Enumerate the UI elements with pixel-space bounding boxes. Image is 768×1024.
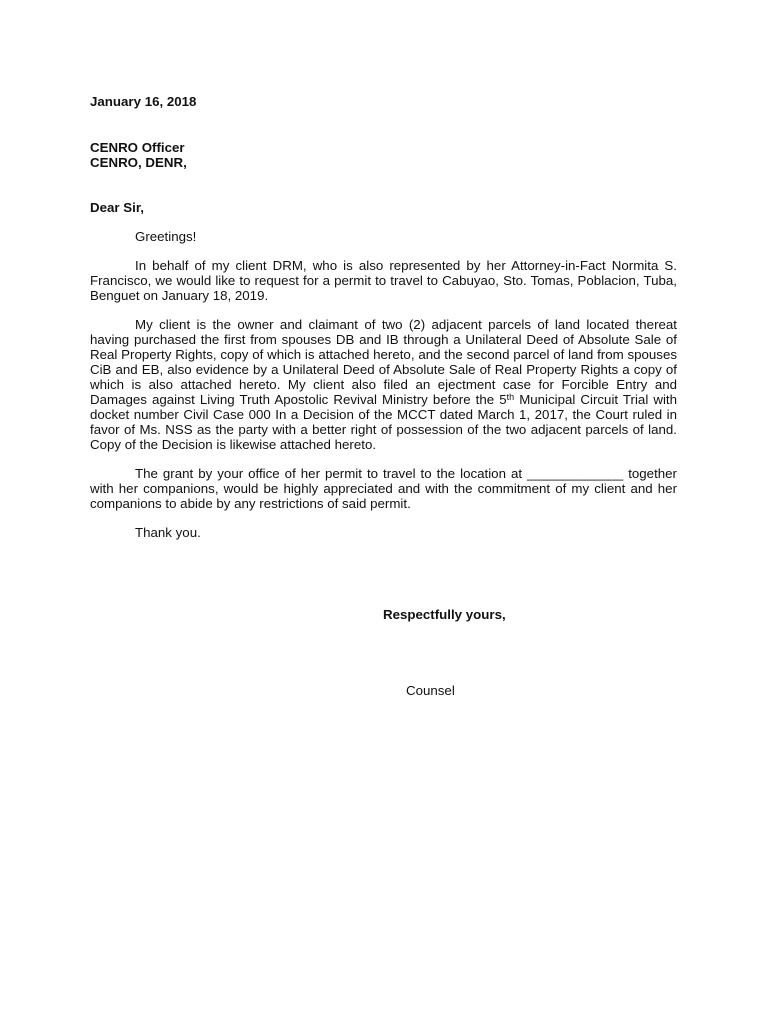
paragraph-ownership bbox=[90, 317, 677, 452]
recipient-block bbox=[90, 140, 677, 170]
thank-you-line: Thank you. bbox=[135, 525, 201, 540]
letter-body bbox=[90, 94, 677, 540]
letter-date: January 16, 2018 bbox=[90, 94, 197, 109]
signature-line: Counsel bbox=[406, 683, 455, 698]
paragraph-grant: The grant by your office of her permit to travel to the location at _____________ together with her companions, would be highly appreciated and with the commitment of my client and her companions to abide by any restrictions of said permit. bbox=[90, 466, 677, 511]
greeting: Greetings! bbox=[135, 229, 197, 244]
salutation: Dear Sir, bbox=[90, 200, 144, 215]
paragraph-ownership-text-end: Municipal Circuit Trial with docket number Civil Case 000 In a Decision of the MCCT dated March 1, 2017, the Court ruled in favor of Ms. NSS as the party with a better right of possession of the two adjacent parcels of land. Copy of the Decision is likewise attached hereto. bbox=[90, 392, 677, 452]
paragraph-request: In behalf of my client DRM, who is also represented by her Attorney-in-Fact Normita S. Francisco, we would like to request for a permit to travel to Cabuyao, Sto. Tomas, Poblacion, Tuba, Benguet on January 18, 2019. bbox=[90, 258, 677, 303]
closing-line: Respectfully yours, bbox=[383, 607, 506, 622]
ordinal-superscript: th bbox=[506, 392, 515, 402]
recipient-title: CENRO Officer bbox=[90, 140, 185, 155]
paragraph-ownership-text-start: My client is the owner and claimant of two (2) adjacent parcels of land located thereat having purchased the first from spouses DB and IB through a Unilateral Deed of Absolute Sale of Real Property Rights, copy of which is attached hereto, and the second parcel of land from spouses CiB and EB, also evidence by a Unilateral Deed of Absolute Sale of Real Property Rights a copy of which is also attached hereto. My client also filed an ejectment case for Forcible Entry and Damages against Living Truth Apostolic Revival Ministry before the 5 bbox=[90, 317, 677, 407]
recipient-office: CENRO, DENR, bbox=[90, 155, 187, 170]
